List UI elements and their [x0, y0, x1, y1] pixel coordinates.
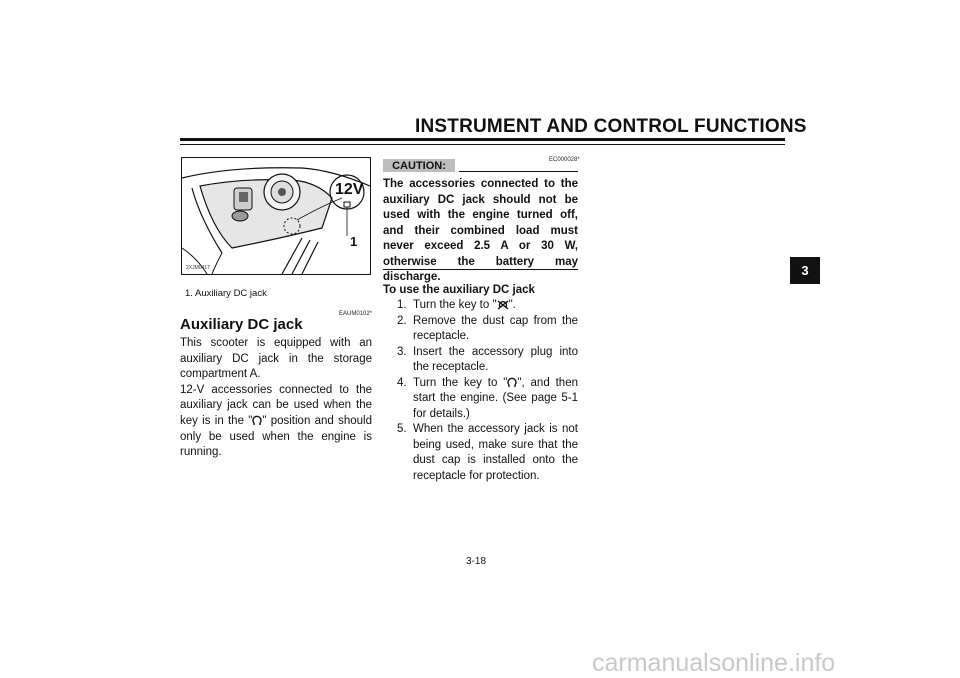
body-paragraph-2-end: " position and should only be used when the engine is running. — [180, 414, 372, 459]
section-title: Auxiliary DC jack — [180, 316, 303, 333]
watermark: carmanualsonline.info — [592, 649, 836, 677]
figure-code: 2XJM0417 — [186, 265, 210, 271]
figure-callout-number: 1 — [350, 234, 358, 249]
page-header-title: INSTRUMENT AND CONTROL FUNCTIONS — [415, 116, 807, 137]
step-number: 5. — [397, 423, 407, 435]
procedure-step — [383, 345, 578, 376]
procedure-step — [383, 376, 578, 423]
step-text-start: Turn the key to " — [413, 376, 508, 389]
caution-badge: CAUTION: — [383, 159, 455, 172]
body-paragraph-2 — [180, 383, 372, 461]
caution-text: The accessories connected to the auxiliary DC jack should not be used with the engine turned off, and their combined load must never exceed 2.5 A or 30 W, otherwise the battery may discharge. — [383, 178, 578, 283]
key-on-icon — [252, 415, 262, 426]
step-text: When the accessory jack is not being used, make sure that the dust cap is installed onto the receptacle for protection. — [413, 423, 578, 482]
caution-top-rule — [459, 171, 578, 172]
chapter-tab: 3 — [790, 257, 820, 284]
scooter-panel-illustration — [182, 158, 370, 274]
key-off-icon — [497, 299, 509, 310]
step-text-end: ", and then start the engine. (See page 5-1 for details.) — [413, 376, 578, 420]
header-rule-thick — [180, 138, 785, 141]
page-number: 3-18 — [466, 556, 487, 567]
section-code: EAUM0102* — [339, 311, 373, 317]
step-number: 4. — [397, 376, 407, 389]
figure-caption: 1. Auxiliary DC jack — [185, 288, 267, 299]
step-text: Remove the dust cap from the receptacle. — [413, 314, 578, 342]
procedure-step — [383, 422, 578, 484]
procedure-steps — [383, 298, 578, 484]
header-rule-thin — [180, 144, 785, 145]
key-on-icon — [507, 377, 517, 388]
procedure-step — [383, 314, 578, 345]
body-paragraph-1: This scooter is equipped with an auxiliary DC jack in the storage compartment A. — [180, 337, 372, 381]
step-number: 3. — [397, 345, 407, 358]
body-paragraph-2-start: 12-V accessories connected to the auxiliary jack can be used when the key is in the " — [180, 383, 372, 427]
caution-bottom-rule — [383, 269, 578, 270]
step-number: 2. — [397, 314, 407, 327]
section-body — [180, 336, 372, 461]
procedure-heading: To use the auxiliary DC jack — [383, 284, 535, 296]
procedure-step — [383, 298, 578, 314]
auxiliary-dc-jack-figure — [181, 157, 371, 275]
step-text: Insert the accessory plug into the receptacle. — [413, 345, 578, 373]
step-number: 1. — [397, 299, 407, 311]
figure-label-12v: 12V — [335, 181, 364, 198]
caution-code: EC000028* — [549, 157, 580, 163]
step-text-start: Turn the key to " — [413, 299, 497, 311]
step-text-end: ". — [508, 299, 516, 311]
